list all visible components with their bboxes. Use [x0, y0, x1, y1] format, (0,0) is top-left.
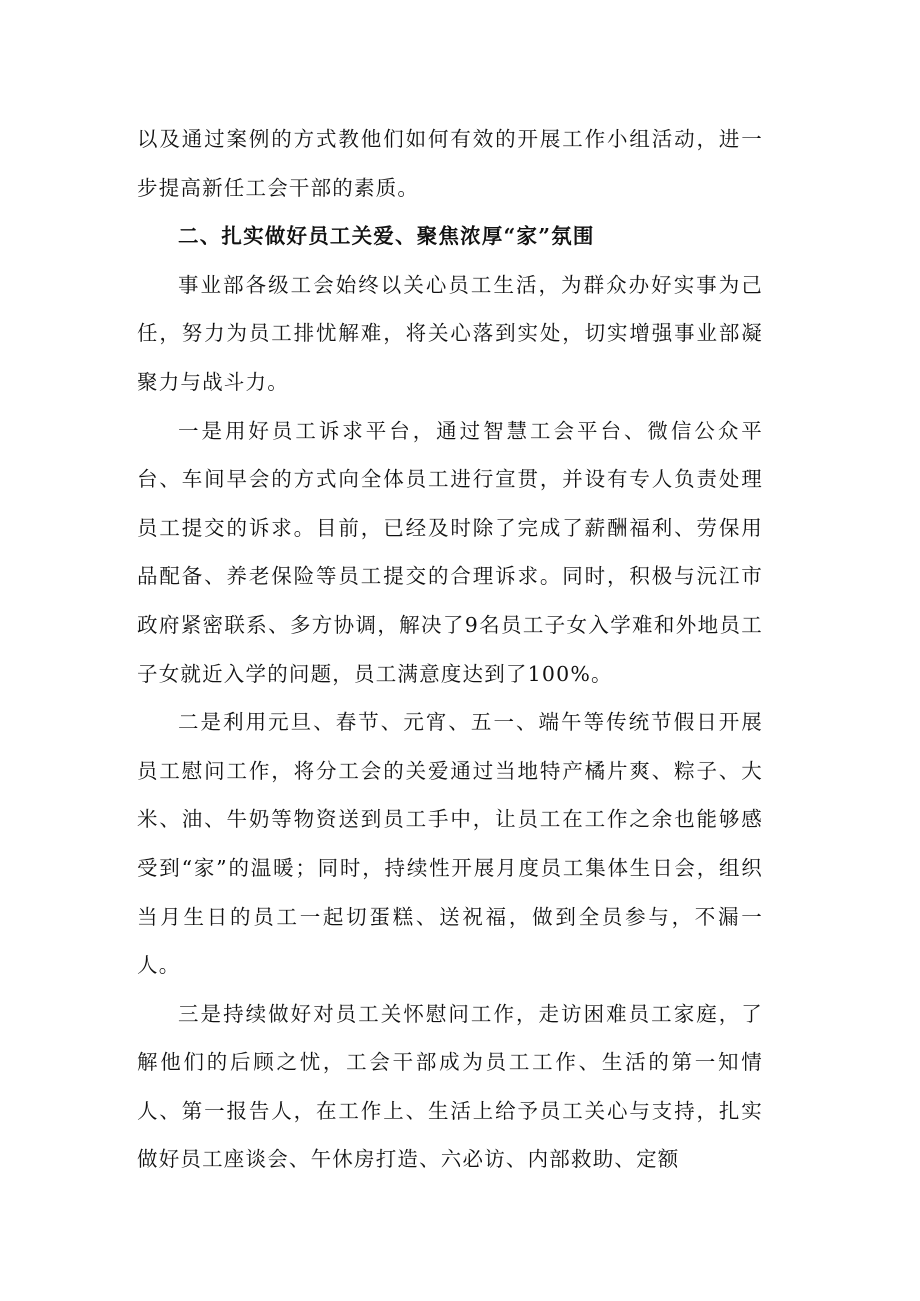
paragraph-intro: 事业部各级工会始终以关心员工生活，为群众办好实事为己任，努力为员工排忧解难，将关心落到实处，切实增强事业部凝聚力与战斗力。	[137, 272, 763, 394]
document-body	[137, 115, 763, 1184]
paragraph-item-one: 一是用好员工诉求平台，通过智慧工会平台、微信公众平台、车间早会的方式向全体员工进行宣贯，并设有专人负责处理员工提交的诉求。目前，已经及时除了完成了薪酬福利、劳保用品配备、养老保险等员工提交的合理诉求。同时，积极与沅江市政府紧密联系、多方协调，解决了9名员工子女入学难和外地员工子女就近入学的问题，员工满意度达到了100%。	[137, 418, 763, 686]
section-heading: 二、扎实做好员工关爱、聚焦浓厚“家”氛围	[178, 224, 595, 249]
paragraph-continuation: 以及通过案例的方式教他们如何有效的开展工作小组活动，进一步提高新任工会干部的素质。	[137, 127, 763, 200]
paragraph-item-three: 三是持续做好对员工关怀慰问工作，走访困难员工家庭，了解他们的后顾之忧，工会干部成为员工工作、生活的第一知情人、第一报告人，在工作上、生活上给予员工关心与支持，扎实做好员工座谈会、午休房打造、六必访、内部救助、定额	[137, 1001, 763, 1172]
paragraph-item-two: 二是利用元旦、春节、元宵、五一、端午等传统节假日开展员工慰问工作，将分工会的关爱通过当地特产橘片爽、粽子、大米、油、牛奶等物资送到员工手中，让员工在工作之余也能够感受到“家”的温暖；同时，持续性开展月度员工集体生日会，组织当月生日的员工一起切蛋糕、送祝福，做到全员参与，不漏一人。	[137, 710, 763, 978]
